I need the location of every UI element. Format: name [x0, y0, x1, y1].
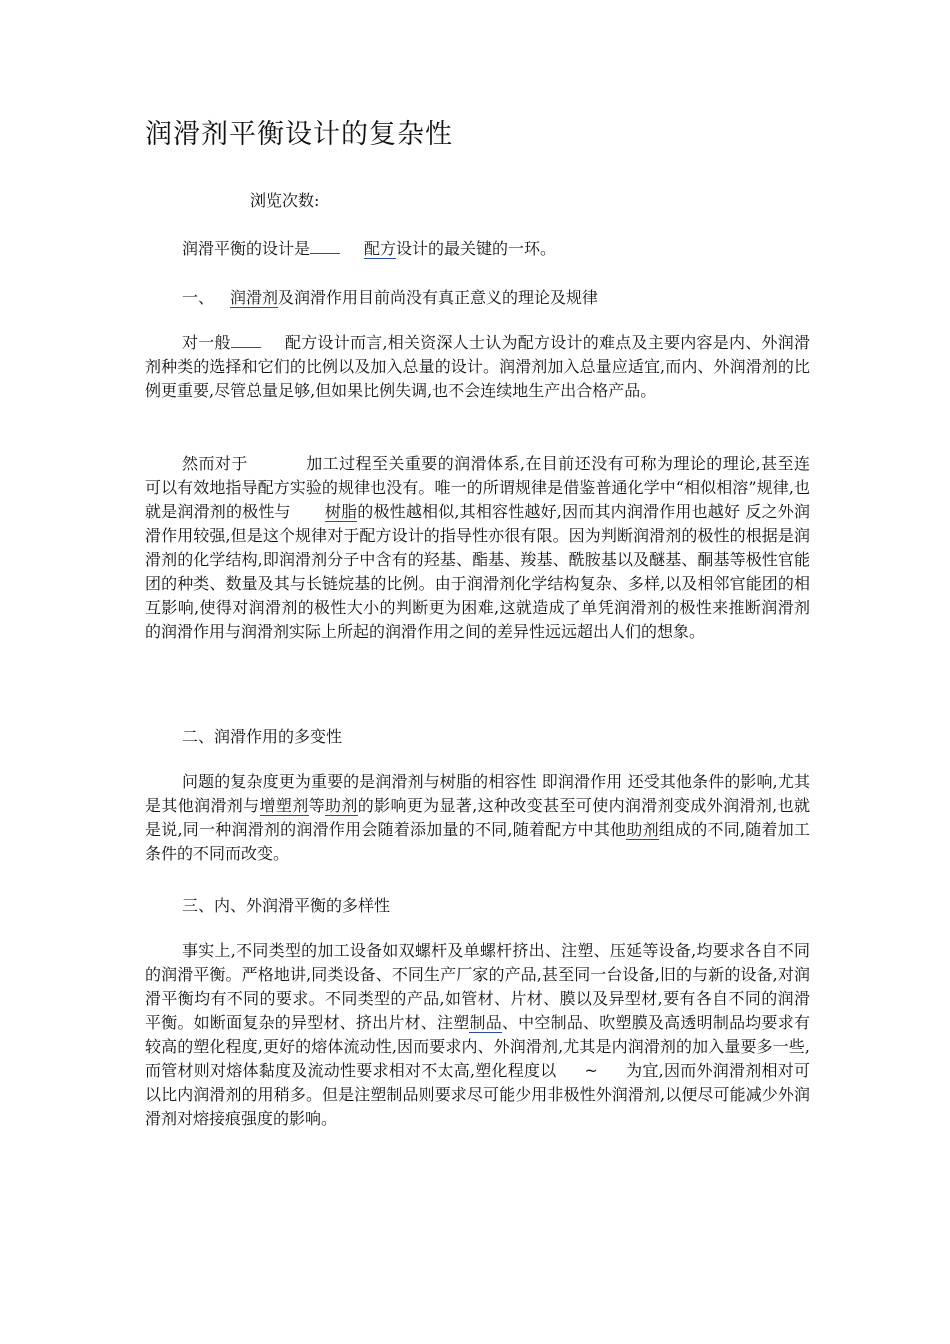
section-heading-1 [182, 285, 598, 308]
intro-line [182, 236, 556, 259]
paragraph-1: 对一般 配方设计而言,相关资深人士认为配方设计的难点及主要内容是内、外润滑剂种类的选择和它们的比例以及加入总量的设计。润滑剂加入总量应适宜,而内、外润滑剂的比例更重要,尽管总量足够,但如果比例失调,也不会连续地生产出合格产品。 [145, 333, 810, 400]
plasticizer-link[interactable]: 增塑剂 [259, 796, 309, 815]
lubricant-link[interactable]: 润滑剂 [230, 288, 279, 307]
section-heading-3: 三、内、外润滑平衡的多样性 [182, 896, 391, 915]
paragraph-3: 问题的复杂度更为重要的是润滑剂与树脂的相容性 即润滑作用 还受其他条件的影响,尤其是其他润滑剂与增塑剂等助剂的影响更为显著,这种改变甚至可使内润滑剂变成外润滑剂,也就是说,同一种润滑剂的润滑作用会随着添加量的不同,随着配方中其他助剂组成的不同,随着加工条件的不同而改变。 [145, 772, 810, 863]
intro-text-a: 润滑平衡的设计是 [182, 239, 311, 258]
heading1-number: 一、 [182, 288, 215, 307]
section-heading-2: 二、润滑作用的多变性 [182, 727, 343, 746]
page-title: 润滑剂平衡设计的复杂性 [145, 119, 453, 150]
additive-link-2[interactable]: 助剂 [626, 820, 659, 839]
paragraph-4: 事实上,不同类型的加工设备如双螺杆及单螺杆挤出、注塑、压延等设备,均要求各自不同的润滑平衡。严格地讲,同类设备、不同生产厂家的产品,甚至同一台设备,旧的与新的设备,对润滑平衡均有不同的要求。不同类型的产品,如管材、片材、膜以及异型材,要有各自不同的润滑平衡。如断面复杂的异型材、挤出片材、注塑制品、中空制品、吹塑膜及高透明制品均要求有较高的塑化程度,更好的熔体流动性,因而要求内、外润滑剂,尤其是内润滑剂的加入量要多一些,而管材则对熔体黏度及流动性要求相对不太高,塑化程度以 ~ 为宜,因而外润滑剂相对可以比内润滑剂的用稍多。但是注塑制品则要求尽可能少用非极性外润滑剂,以便尽可能减少外润滑剂对熔接痕强度的影响。 [145, 941, 810, 1128]
blank-link[interactable] [310, 239, 340, 254]
intro-text-b: 设计的最关键的一环。 [396, 239, 557, 258]
resin-link[interactable]: 树脂 [324, 502, 358, 521]
view-count-label: 浏览次数: [250, 191, 320, 210]
blank-link[interactable] [231, 333, 261, 348]
formula-link[interactable]: 配方 [364, 239, 397, 258]
paragraph-2: 然而对于 加工过程至关重要的润滑体系,在目前还没有可称为理论的理论,甚至连可以有效地指导配方实验的规律也没有。唯一的所谓规律是借鉴普通化学中“相似相溶”规律,也就是润滑剂的极性与 树脂的极性越相似,其相容性越好,因而其内润滑作用也越好 反之外润滑作用较强,但是这个规律对于配方设计的指导性亦很有限。因为判断润滑剂的极性的根据是润滑剂的化学结构,即润滑剂分子中含有的羟基、酯基、羧基、酰胺基以及醚基、酮基等极性官能团的种类、数量及其与长链烷基的比例。由于润滑剂化学结构复杂、多样,以及相邻官能团的相互影响,使得对润滑剂的极性大小的判断更为困难,这就造成了单凭润滑剂的极性来推断润滑剂的润滑作用与润滑剂实际上所起的润滑作用之间的差异性远远超出人们的想象。 [145, 454, 810, 641]
product-link[interactable]: 制品 [469, 1013, 502, 1032]
range-tilde: ~ [584, 1061, 598, 1080]
heading1-text: 及润滑作用目前尚没有真正意义的理论及规律 [278, 288, 599, 307]
additive-link[interactable]: 助剂 [325, 796, 358, 815]
